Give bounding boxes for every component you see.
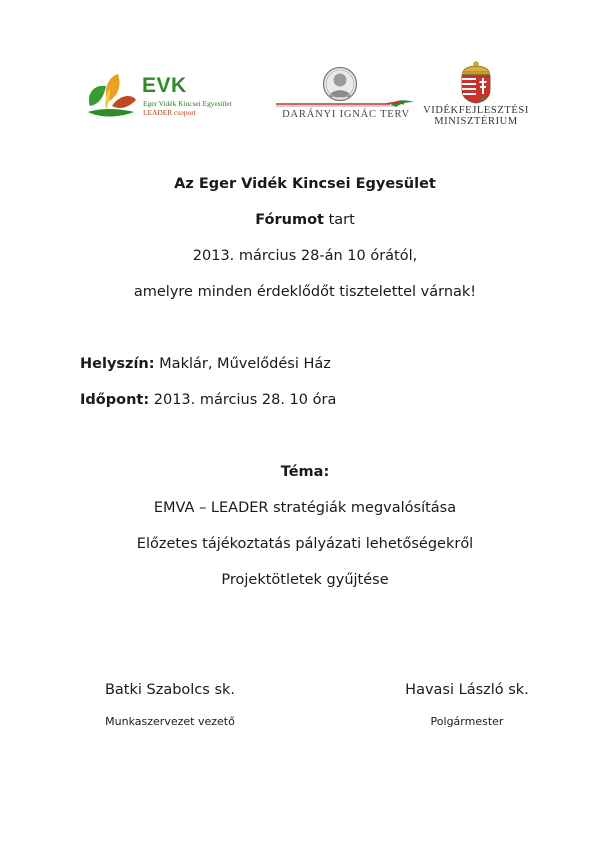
- daranyi-ignac-terv-logo: [274, 66, 418, 126]
- signatory-name: Batki Szabolcs sk.: [104, 682, 236, 698]
- tricolor-ribbon-icon: [274, 98, 418, 108]
- daranyi-logo-text: DARÁNYI IGNÁC TERV: [282, 109, 410, 120]
- organizer-heading: Az Eger Vidék Kincsei Egyesület: [174, 176, 436, 192]
- ministry-name-line1: VIDÉKFEJLESZTÉSI: [423, 105, 529, 116]
- hungarian-coat-of-arms-icon: [457, 60, 495, 104]
- location-line: [80, 356, 331, 372]
- evk-logo-subtitle: Eger Vidék Kincsei Egyesület: [143, 99, 232, 108]
- time-label: Időpont:: [80, 392, 150, 408]
- time-value: 2013. március 28. 10 óra: [149, 392, 337, 408]
- ministry-logo: [420, 60, 532, 132]
- ministry-name-line2: MINISZTÉRIUM: [434, 116, 518, 127]
- signature-left: [70, 682, 270, 728]
- evk-logo-subtitle-leader: LEADER csoport: [143, 108, 196, 117]
- time-line: [80, 392, 336, 408]
- invitation-text: amelyre minden érdeklődőt tisztelettel várnak!: [133, 284, 477, 300]
- evk-logo-title: EVK: [142, 74, 187, 97]
- event-verb: tart: [323, 212, 355, 228]
- event-date-time: 2013. március 28-án 10 órától,: [192, 248, 418, 264]
- event-line: [0, 212, 610, 228]
- topic-item: EMVA – LEADER stratégiák megvalósítása: [153, 500, 457, 516]
- evk-logo: [84, 72, 254, 122]
- signature-right: [367, 682, 567, 728]
- signatory-role: Munkaszervezet vezető: [105, 715, 235, 728]
- topic-item: Projektötletek gyűjtése: [221, 572, 389, 588]
- topic-heading: Téma:: [280, 464, 330, 480]
- evk-leaf-icon: [84, 72, 138, 122]
- portrait-medallion-icon: [322, 66, 358, 102]
- topic-item: Előzetes tájékoztatás pályázati lehetőségekről: [136, 536, 474, 552]
- signatory-role: Polgármester: [430, 715, 504, 728]
- location-value: Maklár, Művelődési Ház: [154, 356, 331, 372]
- location-label: Helyszín:: [80, 356, 155, 372]
- event-name: Fórumot: [255, 212, 324, 228]
- signatory-name: Havasi László sk.: [405, 682, 529, 698]
